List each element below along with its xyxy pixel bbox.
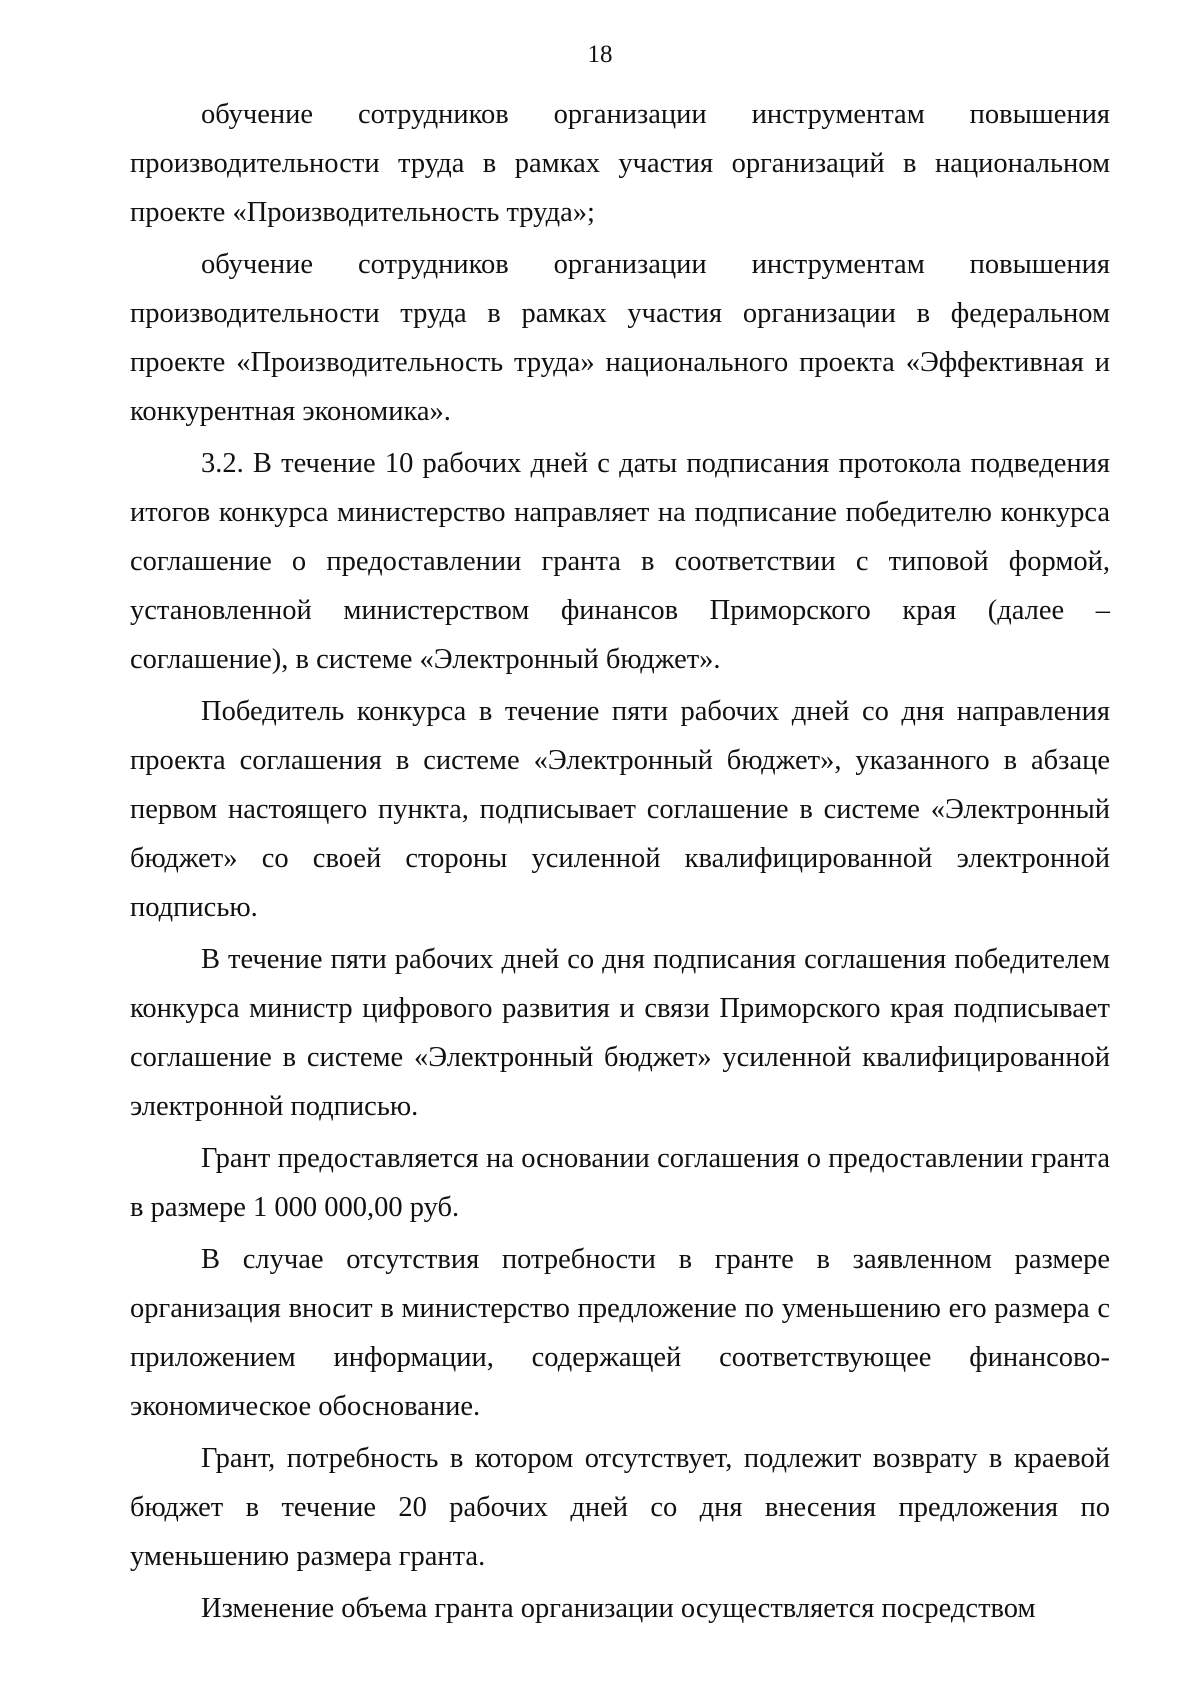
paragraph-grant-reduction: В случае отсутствия потребности в гранте в заявленном размере организация вносит в министерство предложение по уменьшению его размера с приложением информации, содержащей соответствующее финансово-экономическое обоснование.: [130, 1244, 1110, 1422]
paragraph-winner-signs: Победитель конкурса в течение пяти рабочих дней со дня направления проекта соглашения в системе «Электронный бюджет», указанного в абзаце первом настоящего пункта, подписывает соглашение в системе «Электронный бюджет» со своей стороны усиленной квалифицированной электронной подписью.: [130, 696, 1110, 923]
paragraph-grant-return: Грант, потребность в котором отсутствует, подлежит возврату в краевой бюджет в течение 20 рабочих дней со дня внесения предложения по уменьшению размера гранта.: [130, 1443, 1110, 1572]
paragraph-training-national-project: обучение сотрудников организации инструментам повышения производительности труда в рамках участия организаций в национальном проекте «Производительность труда»;: [130, 99, 1110, 228]
paragraph-minister-signs: В течение пяти рабочих дней со дня подписания соглашения победителем конкурса министр цифрового развития и связи Приморского края подписывает соглашение в системе «Электронный бюджет» усиленной квалифицированной электронной подписью.: [130, 944, 1110, 1122]
paragraph-grant-change: Изменение объема гранта организации осуществляется посредством: [201, 1593, 1036, 1624]
paragraph-clause-3-2: 3.2. В течение 10 рабочих дней с даты подписания протокола подведения итогов конкурса министерство направляет на подписание победителю конкурса соглашение о предоставлении гранта в соответствии с типовой формой, установленной министерством финансов Приморского края (далее – соглашение), в системе «Электронный бюджет».: [130, 448, 1110, 675]
paragraph-grant-amount: Грант предоставляется на основании соглашения о предоставлении гранта в размере 1 000 000,00 руб.: [130, 1143, 1110, 1223]
page-number: 18: [587, 41, 613, 68]
document-body: [130, 90, 1110, 1636]
paragraph-training-federal-project: обучение сотрудников организации инструментам повышения производительности труда в рамках участия организации в федеральном проекте «Производительность труда» национального проекта «Эффективная и конкурентная экономика».: [130, 249, 1110, 427]
